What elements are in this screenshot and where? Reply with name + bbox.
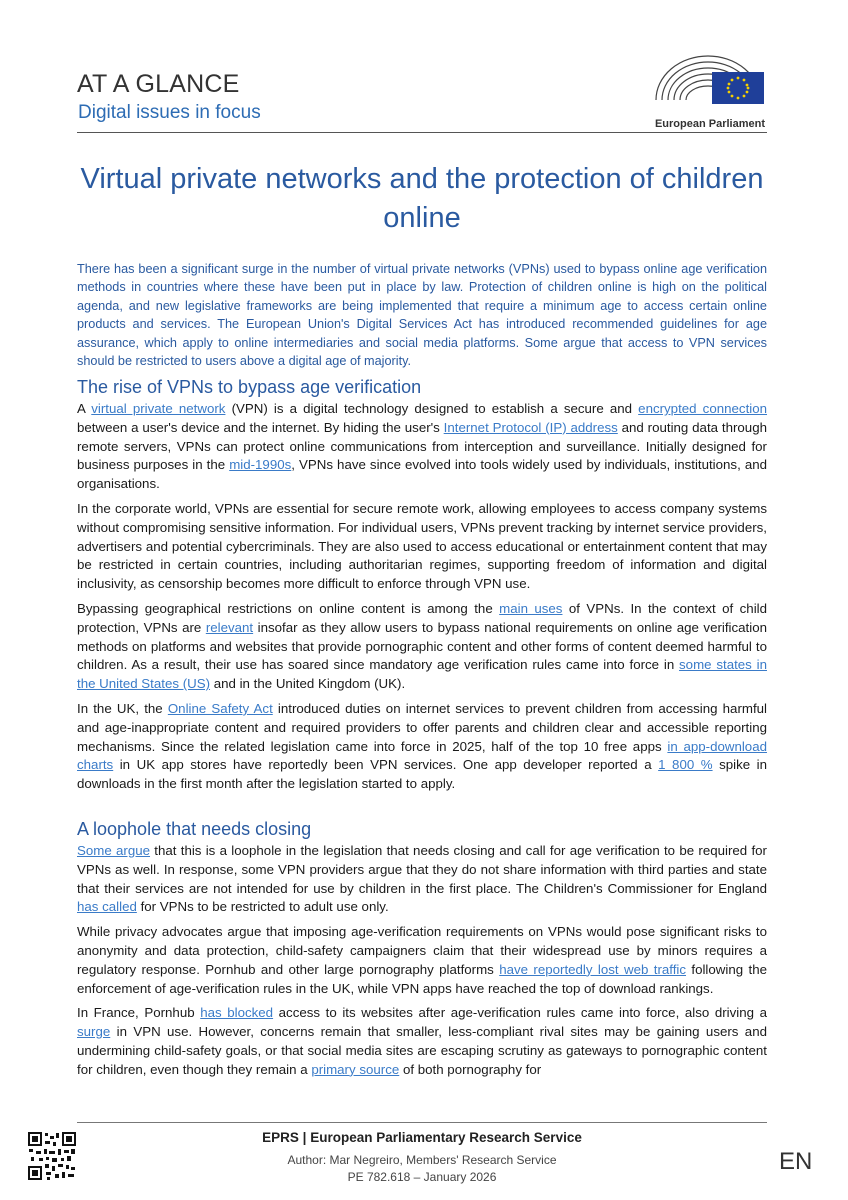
inline-link[interactable]: main uses xyxy=(499,600,563,616)
paragraph-text: that this is a loophole in the legislation that needs closing and call for age verification to be required for VPNs as well. In response, some VPN providers argue that they do not share information with third parties and state that their services are not intended for use by children in the first place. The Children's Commissioner for England xyxy=(77,843,767,896)
paragraph-text: in VPN use. However, concerns remain that smaller, less-compliant rival sites may be gaining users and undermining child-safety goals, or that social media sites are escaping scrutiny as gateways to pornographic content for children, even though they remain a xyxy=(77,1024,767,1077)
paragraph-text: introduced duties on internet services to prevent children from accessing harmful and age-inappropriate content and required providers to offer parents and children clear and accessible reporting mechanisms. Since the related legislation came into force in 2025, half of the top 10 free apps xyxy=(77,700,767,754)
body-paragraph xyxy=(77,500,767,594)
paragraph-text: following the enforcement of age-verification rules in the UK, while VPN apps have reached the top of download rankings. xyxy=(77,961,767,996)
header-subtitle: Digital issues in focus xyxy=(78,102,261,123)
document-title: Virtual private networks and the protection of children online xyxy=(80,163,764,234)
paragraph-text: While privacy advocates argue that imposing age-verification requirements on VPNs would pose significant risks to anonymity and data protection, child-safety campaigners claim that their widespread use by minors requires a regulatory response. Pornhub and other large pornography platforms xyxy=(77,924,767,977)
paragraph-text: access to its websites after age-verification rules came into force, also driving a xyxy=(273,1005,767,1021)
body-paragraph xyxy=(77,842,767,917)
inline-link[interactable]: Online Safety Act xyxy=(167,700,273,716)
inline-link[interactable]: has called xyxy=(77,899,137,915)
page-footer xyxy=(77,1122,767,1192)
inline-link[interactable]: virtual private network xyxy=(91,401,226,416)
inline-link[interactable]: 1 800 % xyxy=(658,757,713,773)
paragraph-text: In the corporate world, VPNs are essential for secure remote work, allowing employees to access company systems without compromising sensitive information. For individual users, VPNs prevent tracking by internet service providers, advertisers and potential cybercriminals. They are also used to access educational or entertainment content that may be restricted in certain countries, including authoritarian regimes, supporting freedom of information and digital inclusivity, as censorship becomes more difficult to enforce through VPN use. xyxy=(77,500,767,592)
paragraph-text: and routing data through remote servers, VPNs can protect online communications from interception and surveillance. Initially designed for business purposes in the xyxy=(77,419,767,473)
inline-link[interactable]: Internet Protocol (IP) address xyxy=(443,419,618,435)
inline-link[interactable]: have reportedly lost web traffic xyxy=(499,961,687,977)
footer-reference: PE 782.618 – January 2026 xyxy=(347,1170,497,1184)
paragraph-text: , VPNs have since evolved into tools widely used by individuals, institutions, and organisations. xyxy=(77,457,768,492)
inline-link[interactable]: some states in the United States (US) xyxy=(77,657,767,692)
section-loophole xyxy=(77,818,767,1086)
footer-eprs: EPRS | European Parliamentary Research Service xyxy=(262,1130,582,1145)
inline-link[interactable]: relevant xyxy=(205,619,254,635)
paragraph-text: between a user's device and the internet. By hiding the user's xyxy=(77,419,444,435)
inline-link[interactable]: surge xyxy=(77,1024,111,1040)
page-header xyxy=(77,68,767,134)
body-paragraph xyxy=(77,1004,767,1079)
paragraph-text: of VPNs. In the context of child protection, VPNs are xyxy=(77,600,768,635)
header-title: AT A GLANCE xyxy=(77,70,240,98)
paragraph-text: and in the United Kingdom (UK). xyxy=(210,676,406,692)
body-paragraph xyxy=(77,400,767,494)
section-heading: The rise of VPNs to bypass age verification xyxy=(77,377,422,397)
section-body xyxy=(77,842,767,1080)
inline-link[interactable]: mid-1990s xyxy=(229,457,292,473)
inline-link[interactable]: primary source xyxy=(311,1061,400,1077)
footer-author: Author: Mar Negreiro, Members' Research Service xyxy=(287,1153,557,1167)
inline-link[interactable]: has blocked xyxy=(200,1005,274,1021)
section-rise-of-vpns xyxy=(77,376,767,800)
footer-divider xyxy=(77,1122,767,1123)
paragraph-text: In the UK, the xyxy=(77,700,168,716)
inline-link[interactable]: Some argue xyxy=(77,843,151,858)
paragraph-text: in UK app stores have reportedly been VPN services. One app developer reported a xyxy=(113,757,659,773)
body-paragraph xyxy=(77,923,767,998)
inline-link[interactable]: in app-download charts xyxy=(77,738,767,773)
qr-code-icon xyxy=(27,1131,77,1181)
paragraph-text: spike in downloads in the first month after the legislation started to apply. xyxy=(77,757,767,792)
language-code: EN xyxy=(779,1148,813,1175)
paragraph-text: Bypassing geographical restrictions on online content is among the xyxy=(77,600,500,616)
body-paragraph xyxy=(77,600,767,694)
european-parliament-label: European Parliament xyxy=(654,118,765,130)
paragraph-text: of both pornography for xyxy=(399,1061,542,1077)
paragraph-text: In France, Pornhub xyxy=(77,1005,201,1021)
paragraph-text: for VPNs to be restricted to adult use only. xyxy=(136,899,389,915)
inline-link[interactable]: encrypted connection xyxy=(638,401,768,416)
body-paragraph xyxy=(77,700,767,794)
paragraph-text: A xyxy=(77,401,92,416)
summary-paragraph: There has been a significant surge in the number of virtual private networks (VPNs) used to bypass online age verification methods in countries where these have been put in place by law. Protection of children online is high on the political agenda, and new legislative frameworks are being implemented that require a minimum age to access certain online products and services. The European Union's Digital Services Act has introduced recommended guidelines for age assurance, which apply to online intermediaries and social media platforms. Some argue that access to VPN services should be restricted to users above a digital age of majority. xyxy=(77,262,767,369)
paragraph-text: (VPN) is a digital technology designed to establish a secure and xyxy=(225,401,639,416)
paragraph-text: insofar as they allow users to bypass national requirements on online age verification methods on platforms and websites that provide pornographic content and other forms of content deemed harmful to children. As a result, their use has soared since mandatory age verification rules came into force in xyxy=(77,619,767,673)
header-divider xyxy=(77,132,767,133)
section-body xyxy=(77,400,767,794)
section-heading: A loophole that needs closing xyxy=(77,819,312,839)
